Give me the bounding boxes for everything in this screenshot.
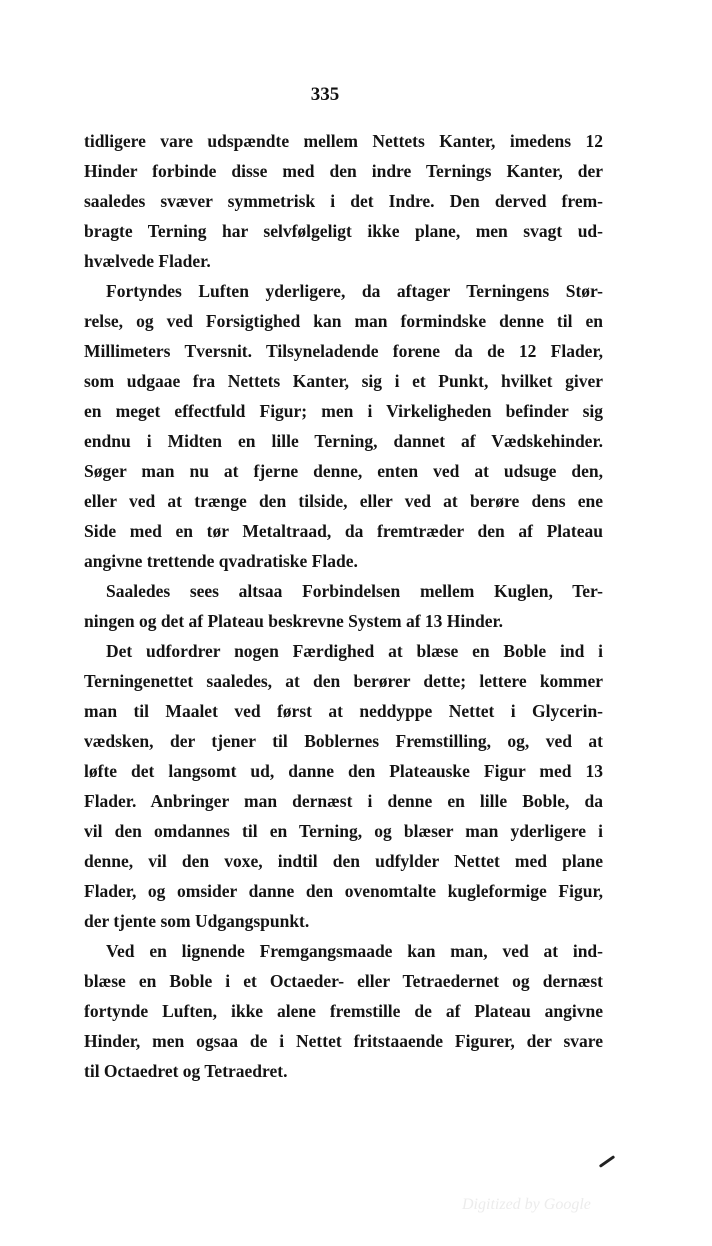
text-line: Fortyndes Luften yderligere, da aftager Terningens Stør- bbox=[106, 281, 603, 301]
text-line: en meget effectfuld Figur; men i Virkeligheden befinder sig bbox=[84, 401, 603, 421]
text-line: fortynde Luften, ikke alene fremstille de af Plateau angivne bbox=[84, 1001, 603, 1021]
text-line: til Octaedret og Tetraedret. bbox=[84, 1061, 288, 1081]
text-line: man til Maalet ved først at neddyppe Nettet i Glycerin- bbox=[84, 701, 603, 721]
paragraph bbox=[84, 636, 603, 936]
text-line: relse, og ved Forsigtighed kan man formindske denne til en bbox=[84, 311, 603, 331]
text-line: tidligere vare udspændte mellem Nettets Kanter, imedens 12 bbox=[84, 131, 603, 151]
pen-mark bbox=[599, 1155, 615, 1168]
text-line: der tjente som Udgangspunkt. bbox=[84, 911, 310, 931]
text-line: vædsken, der tjener til Boblernes Fremstilling, og, ved at bbox=[84, 731, 603, 751]
text-line: denne, vil den voxe, indtil den udfylder Nettet med plane bbox=[84, 851, 603, 871]
watermark: Digitized by Google bbox=[462, 1196, 591, 1213]
text-line: endnu i Midten en lille Terning, dannet af Vædskehinder. bbox=[84, 431, 603, 451]
text-line: løfte det langsomt ud, danne den Plateauske Figur med 13 bbox=[84, 761, 603, 781]
text-line: som udgaae fra Nettets Kanter, sig i et Punkt, hvilket giver bbox=[84, 371, 603, 391]
text-line: Side med en tør Metaltraad, da fremtræder den af Plateau bbox=[84, 521, 603, 541]
text-line: blæse en Boble i et Octaeder- eller Tetraedernet og dernæst bbox=[84, 971, 603, 991]
text-line: Flader, og omsider danne den ovenomtalte kugleformige Figur, bbox=[84, 881, 603, 901]
text-line: Det udfordrer nogen Færdighed at blæse en Boble ind i bbox=[106, 641, 603, 661]
text-line: Hinder forbinde disse med den indre Ternings Kanter, der bbox=[84, 161, 603, 181]
text-line: Søger man nu at fjerne denne, enten ved at udsuge den, bbox=[84, 461, 603, 481]
text-line: hvælvede Flader. bbox=[84, 251, 211, 271]
text-line: saaledes svæver symmetrisk i det Indre. Den derved frem- bbox=[84, 191, 603, 211]
paragraph bbox=[84, 126, 603, 276]
paragraph bbox=[84, 276, 603, 576]
text-line: Millimeters Tversnit. Tilsyneladende forene da de 12 Flader, bbox=[84, 341, 603, 361]
text-line: Hinder, men ogsaa de i Nettet fritstaaende Figurer, der svare bbox=[84, 1031, 603, 1051]
text-line: ningen og det af Plateau beskrevne System af 13 Hinder. bbox=[84, 611, 504, 631]
text-line: Flader. Anbringer man dernæst i denne en lille Boble, da bbox=[84, 791, 603, 811]
text-line: Terningenettet saaledes, at den berører dette; lettere kommer bbox=[84, 671, 603, 691]
text-line: Ved en lignende Fremgangsmaade kan man, ved at ind- bbox=[106, 941, 603, 961]
text-line: vil den omdannes til en Terning, og blæser man yderligere i bbox=[84, 821, 603, 841]
text-line: bragte Terning har selvfølgeligt ikke plane, men svagt ud- bbox=[84, 221, 603, 241]
paragraph bbox=[84, 936, 603, 1086]
text-line: Saaledes sees altsaa Forbindelsen mellem Kuglen, Ter- bbox=[106, 581, 603, 601]
page-number: 335 bbox=[310, 84, 340, 105]
text-line: angivne trettende qvadratiske Flade. bbox=[84, 551, 358, 571]
text-line: eller ved at trænge den tilside, eller ved at berøre dens ene bbox=[84, 491, 603, 511]
body-text bbox=[84, 126, 603, 1086]
paragraph bbox=[84, 576, 603, 636]
